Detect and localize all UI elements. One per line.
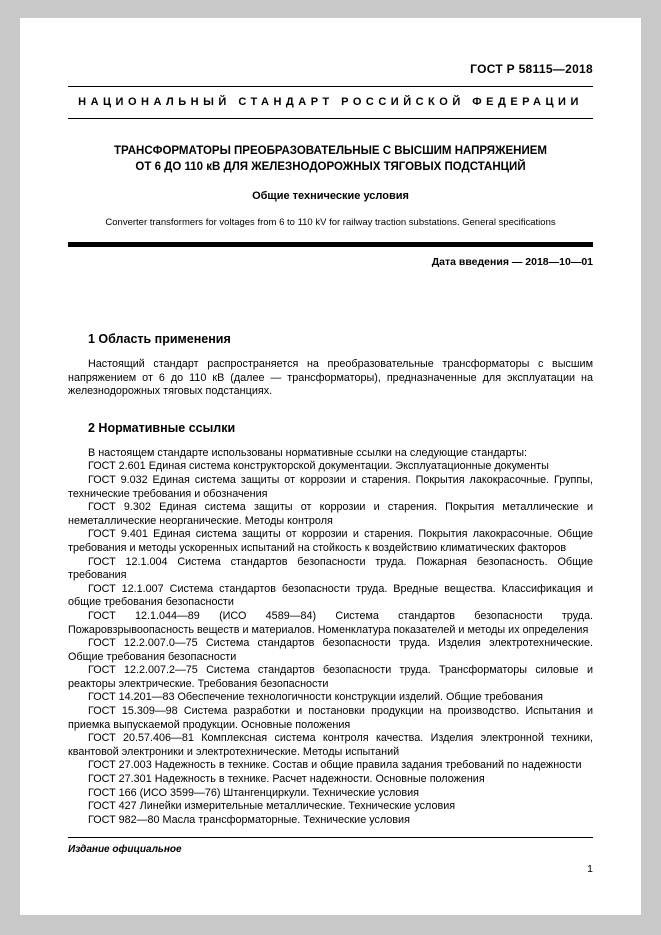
section-heading-references: 2 Нормативные ссылки (88, 420, 236, 435)
reference-paragraph: ГОСТ 12.1.004 Система стандартов безопасности труда. Пожарная безопасность. Общие требования (68, 555, 593, 582)
standard-type-banner: НАЦИОНАЛЬНЫЙ СТАНДАРТ РОССИЙСКОЙ ФЕДЕРАЦИИ (78, 96, 583, 108)
reference-paragraph: ГОСТ 12.1.044—89 (ИСО 4589—84) Система стандартов безопасности труда. Пожаровзрывоопасность веществ и материалов. Номенклатура показателей и методы их определения (68, 609, 593, 636)
reference-paragraph: ГОСТ 20.57.406—81 Комплексная система контроля качества. Изделия электронной техники, квантовой электроники и электротехнические. Методы испытаний (68, 732, 593, 758)
section-normative-references (68, 421, 593, 828)
section-references-body (68, 447, 593, 828)
reference-paragraph: ГОСТ 166 (ИСО 3599—76) Штангенциркули. Технические условия (88, 786, 419, 799)
doc-number: ГОСТ Р 58115—2018 (470, 62, 593, 76)
header-divider-top (68, 86, 593, 87)
page-number: 1 (587, 863, 593, 875)
document-title-line: ТРАНСФОРМАТОРЫ ПРЕОБРАЗОВАТЕЛЬНЫЕ С ВЫСШИМ НАПРЯЖЕНИЕМ (114, 145, 547, 157)
section-scope (68, 332, 593, 399)
reference-paragraph: ГОСТ 12.2.007.2—75 Система стандартов безопасности труда. Трансформаторы силовые и реакторы электрические. Требования безопасности (68, 664, 593, 690)
section-scope-body (68, 358, 593, 399)
reference-paragraph: ГОСТ 2.601 Единая система конструкторской документации. Эксплуатационные документы (88, 460, 549, 473)
reference-paragraph: ГОСТ 9.401 Единая система защиты от коррозии и старения. Покрытия лакокрасочные. Общие требования и методы ускоренных испытаний на стойкость к воздействию климатических факторов (68, 528, 593, 554)
reference-paragraph: ГОСТ 982—80 Масла трансформаторные. Технические условия (88, 813, 410, 826)
reference-paragraph: В настоящем стандарте использованы нормативные ссылки на следующие стандарты: (88, 446, 527, 459)
english-title: Converter transformers for voltages from 6 to 110 kV for railway traction substations. General specifications (105, 217, 556, 228)
reference-paragraph: ГОСТ 12.1.007 Система стандартов безопасности труда. Вредные вещества. Классификация и общие требования безопасности (68, 582, 593, 609)
effective-date: Дата введения — 2018—10—01 (431, 256, 593, 268)
document-subtitle: Общие технические условия (252, 190, 409, 202)
footer-divider (68, 837, 593, 838)
reference-paragraph: ГОСТ 9.302 Единая система защиты от коррозии и старения. Покрытия металлические и неметаллические неорганические. Методы контроля (68, 501, 593, 527)
reference-paragraph: ГОСТ 9.032 Единая система защиты от коррозии и старения. Покрытия лакокрасочные. Группы, технические требования и обозначения (68, 473, 593, 500)
body-paragraph: Настоящий стандарт распространяется на преобразовательные трансформаторы с высшим напряжением от 6 до 110 кВ (далее — трансформаторы), предназначенные для эксплуатации на железнодорожных тяговых подстанциях. (68, 358, 593, 398)
reference-paragraph: ГОСТ 12.2.007.0—75 Система стандартов безопасности труда. Изделия электротехнические. Общие требования безопасности (68, 637, 593, 663)
document-title-line: ОТ 6 ДО 110 кВ ДЛЯ ЖЕЛЕЗНОДОРОЖНЫХ ТЯГОВЫХ ПОДСТАНЦИЙ (135, 161, 526, 173)
page-footer (68, 837, 593, 875)
reference-paragraph: ГОСТ 427 Линейки измерительные металлические. Технические условия (88, 800, 456, 813)
reference-paragraph: ГОСТ 27.003 Надежность в технике. Состав и общие правила задания требований по надежности (88, 759, 582, 772)
edition-label: Издание официальное (68, 844, 182, 855)
title-divider-thick (68, 242, 593, 247)
reference-paragraph: ГОСТ 27.301 Надежность в технике. Расчет надежности. Основные положения (88, 773, 485, 786)
reference-paragraph: ГОСТ 15.309—98 Система разработки и постановки продукции на производство. Испытания и приемка выпускаемой продукции. Основные положения (68, 705, 593, 731)
header-divider-bottom (68, 118, 593, 119)
section-heading-scope: 1 Область применения (88, 332, 231, 346)
reference-paragraph: ГОСТ 14.201—83 Обеспечение технологичности конструкции изделий. Общие требования (88, 691, 544, 704)
document-title (68, 143, 593, 175)
document-page (20, 18, 641, 915)
